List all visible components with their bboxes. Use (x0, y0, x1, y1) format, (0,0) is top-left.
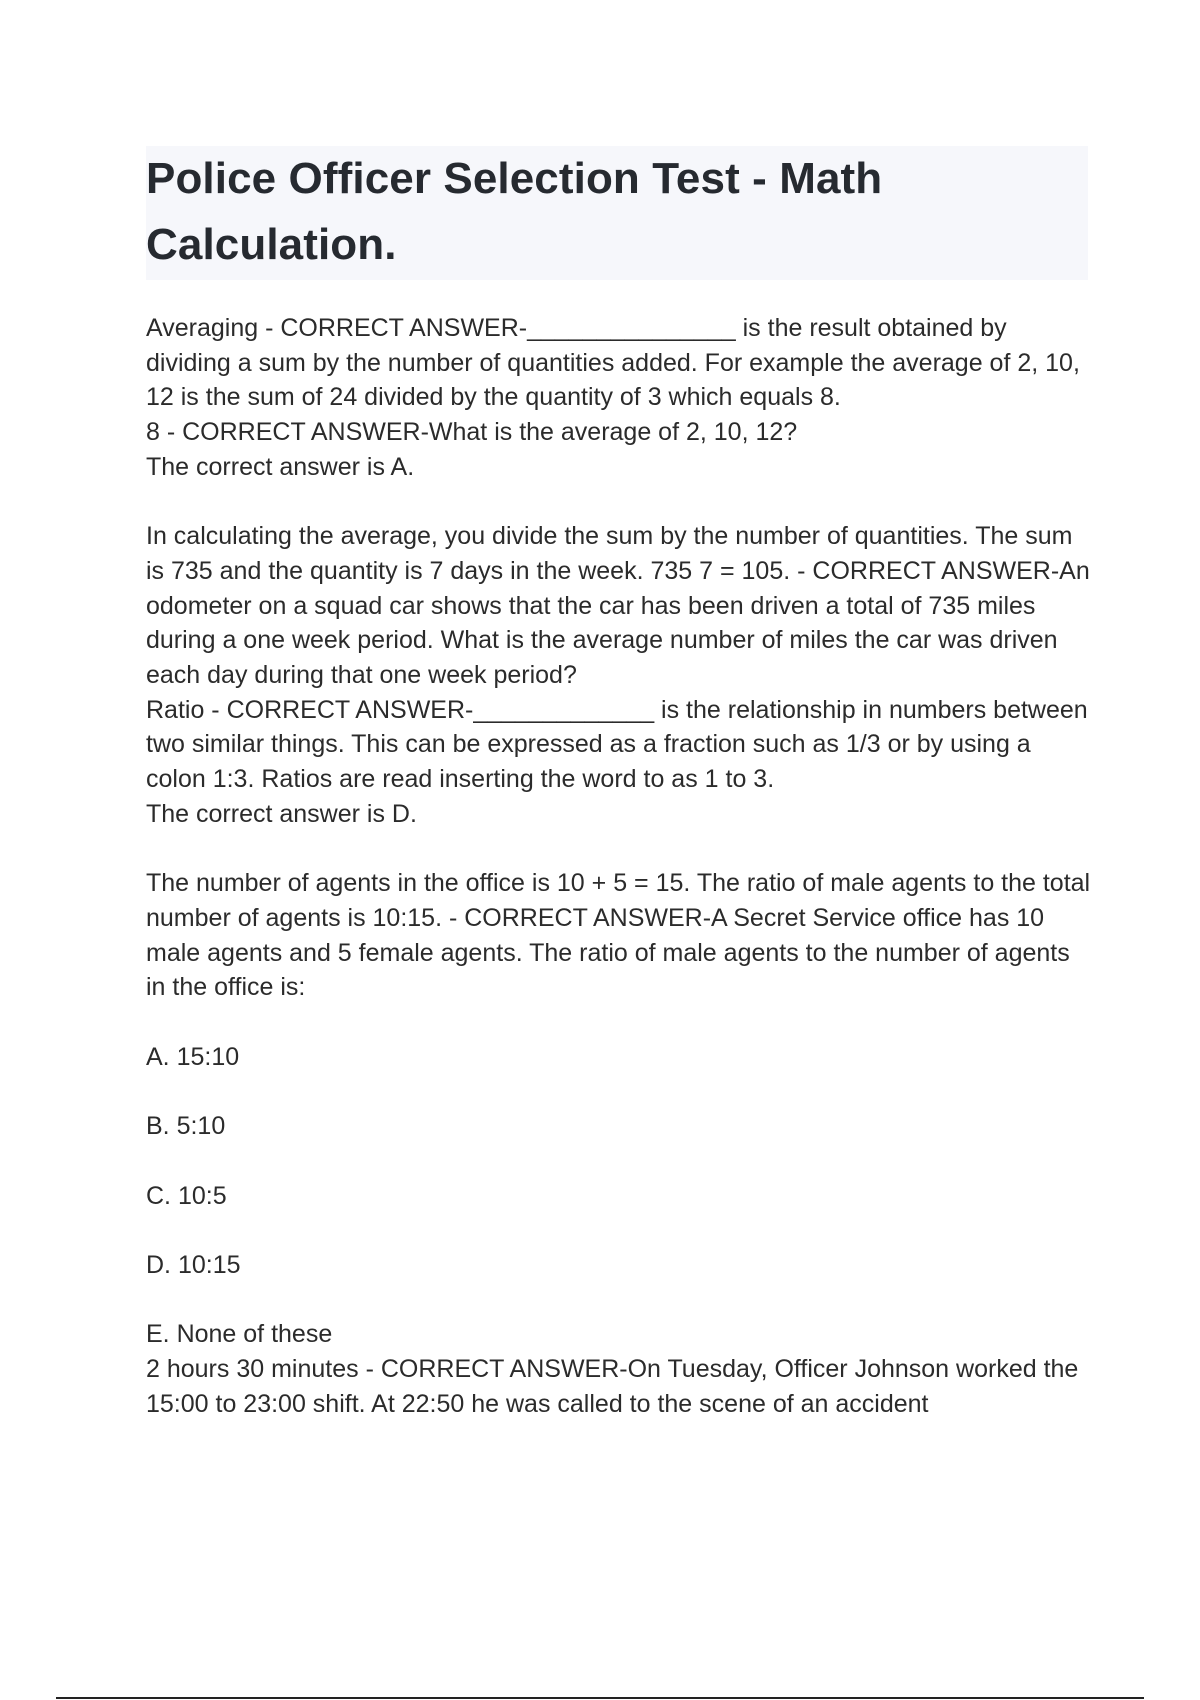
page-title: Police Officer Selection Test - Math Calculation. (146, 154, 883, 269)
paragraph-averaging: Averaging - CORRECT ANSWER-_______________ is the result obtained by dividing a sum by the number of quantities added. For example the average of 2, 10, 12 is the sum of 24 divided by the quantity of 3 which equals 8. 8 - CORRECT ANSWER-What is the average of 2, 10, 12? The correct answer is A. (146, 314, 1080, 481)
paragraph-gap (146, 832, 1096, 867)
answer-option-e: E. None of these (146, 1320, 333, 1349)
paragraph-gap (146, 1005, 1096, 1040)
option-gap (146, 1144, 1096, 1179)
option-gap (146, 1213, 1096, 1248)
paragraph-shift-question: 2 hours 30 minutes - CORRECT ANSWER-On Tuesday, Officer Johnson worked the 15:00 to 23:00 shift. At 22:50 he was called to the scene of an accident (146, 1354, 1079, 1418)
title-banner (146, 146, 1088, 280)
paragraph-odometer-ratio: In calculating the average, you divide the sum by the number of quantities. The sum is 735 and the quantity is 7 days in the week. 735 7 = 105. - CORRECT ANSWER-An odometer on a squad car shows that the car has been driven a total of 735 miles during a one week period. What is the average number of miles the car was driven each day during that one week period? Ratio - CORRECT ANSWER-_____________ is the relationship in numbers between two similar things. This can be expressed as a fraction such as 1/3 or by using a colon 1:3. Ratios are read inserting the word to as 1 to 3. The correct answer is D. (146, 522, 1090, 828)
answer-option-a: A. 15:10 (146, 1042, 240, 1071)
answer-option-b: B. 5:10 (146, 1112, 226, 1141)
option-gap (146, 1074, 1096, 1109)
option-gap (146, 1283, 1096, 1318)
page-bottom-rule (56, 1697, 1144, 1699)
document-body (146, 311, 1096, 1421)
answer-option-c: C. 10:5 (146, 1181, 227, 1210)
paragraph-gap (146, 485, 1096, 520)
answer-option-d: D. 10:15 (146, 1250, 241, 1279)
paragraph-agents-question: The number of agents in the office is 10 + 5 = 15. The ratio of male agents to the total number of agents is 10:15. - CORRECT ANSWER-A Secret Service office has 10 male agents and 5 female agents. The ratio of male agents to the number of agents in the office is: (146, 869, 1091, 1002)
